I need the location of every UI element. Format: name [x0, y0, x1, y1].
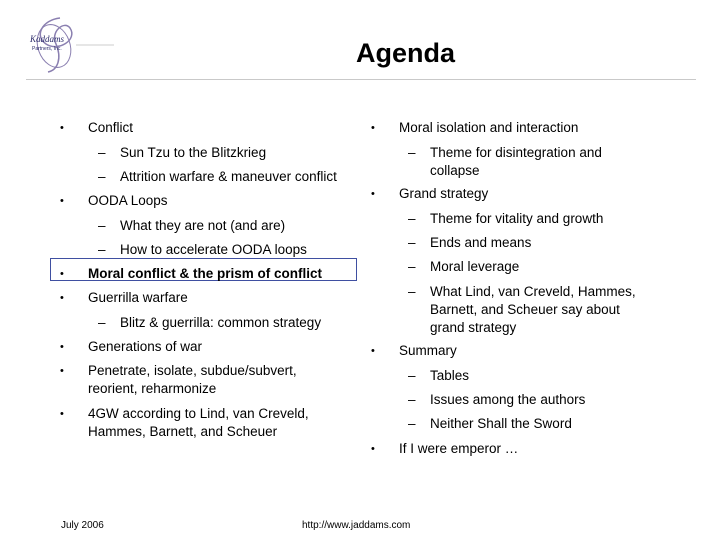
- footer-url: http://www.jaddams.com: [302, 520, 411, 531]
- agenda-item-label: 4GW according to Lind, van Creveld, Hammes, Barnett, and Scheuer: [88, 406, 309, 439]
- dash-icon: –: [408, 235, 416, 250]
- agenda-item-label: Conflict: [88, 120, 134, 135]
- agenda-item-label: If I were emperor …: [399, 441, 519, 456]
- dash-icon: –: [98, 169, 106, 184]
- agenda-item-label: Theme for vitality and growth: [430, 211, 604, 226]
- agenda-item-label: Theme for disintegration and collapse: [430, 145, 602, 178]
- bullet-icon: •: [371, 122, 375, 134]
- bullet-icon: •: [60, 268, 64, 280]
- bullet-icon: •: [60, 341, 64, 353]
- agenda-item-label: Moral isolation and interaction: [399, 120, 579, 135]
- dash-icon: –: [98, 315, 106, 330]
- dash-icon: –: [98, 218, 106, 233]
- agenda-item-label: Tables: [430, 368, 470, 383]
- agenda-item-label: Penetrate, isolate, subdue/subvert, reorient, reharmonize: [88, 363, 297, 396]
- page-title: Agenda: [355, 38, 455, 68]
- agenda-item-label: Blitz & guerrilla: common strategy: [120, 315, 322, 330]
- dash-icon: –: [408, 368, 416, 383]
- dash-icon: –: [98, 145, 106, 160]
- agenda-item-label: Summary: [399, 343, 457, 358]
- dash-icon: –: [408, 392, 416, 407]
- agenda-item-label: Moral conflict & the prism of conflict: [88, 266, 323, 281]
- agenda-item-label: What Lind, van Creveld, Hammes, Barnett, and Scheuer say about grand strategy: [430, 284, 636, 335]
- dash-icon: –: [408, 211, 416, 226]
- agenda-item-label: Generations of war: [88, 339, 203, 354]
- bullet-icon: •: [60, 292, 64, 304]
- agenda-item-label: Moral leverage: [430, 259, 520, 274]
- bullet-icon: •: [371, 443, 375, 455]
- dash-icon: –: [408, 259, 416, 274]
- bullet-icon: •: [371, 188, 375, 200]
- bullet-icon: •: [371, 345, 375, 357]
- dash-icon: –: [408, 145, 416, 160]
- agenda-item-label: How to accelerate OODA loops: [120, 242, 307, 257]
- dash-icon: –: [408, 416, 416, 431]
- footer-date: July 2006: [61, 520, 104, 531]
- title-divider: [26, 79, 696, 80]
- bullet-icon: •: [60, 408, 64, 420]
- bullet-icon: •: [60, 122, 64, 134]
- bullet-icon: •: [60, 195, 64, 207]
- agenda-item-label: OODA Loops: [88, 193, 168, 208]
- agenda-item-label: Neither Shall the Sword: [430, 416, 572, 431]
- agenda-item-label: Ends and means: [430, 235, 532, 250]
- agenda-item-label: Issues among the authors: [430, 392, 586, 407]
- bullet-icon: •: [60, 365, 64, 377]
- agenda-item-label: Attrition warfare & maneuver conflict: [120, 169, 337, 184]
- agenda-item-label: What they are not (and are): [120, 218, 286, 233]
- dash-icon: –: [98, 242, 106, 257]
- dash-icon: –: [408, 284, 416, 299]
- agenda-item-label: Guerrilla warfare: [88, 290, 188, 305]
- agenda-item-label: Grand strategy: [399, 186, 489, 201]
- agenda-item-label: Sun Tzu to the Blitzkrieg: [120, 145, 267, 160]
- logo-text: Kaddams: [30, 34, 65, 44]
- logo-subtext: Partners, Inc.: [32, 46, 62, 52]
